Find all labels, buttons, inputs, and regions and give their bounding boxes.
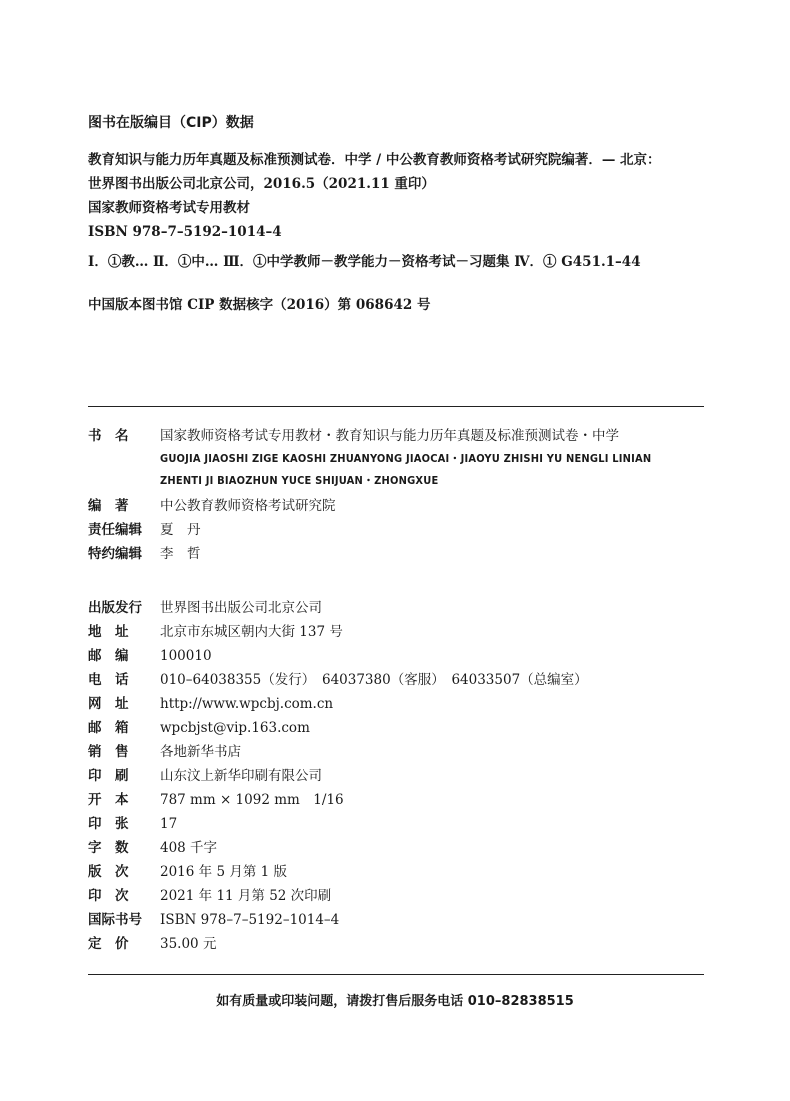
row-value: 408 千字: [160, 840, 218, 856]
cip-line: ISBN 978–7–5192–1014–4: [88, 224, 282, 240]
pub-row: [88, 692, 708, 716]
row-label: 责任编辑: [88, 522, 142, 538]
editor-value: 夏 丹: [160, 522, 201, 538]
bottom-divider: [88, 974, 704, 975]
row-label: 出版发行: [88, 600, 142, 616]
row-label: 印 刷: [88, 768, 129, 784]
book-info-block: [88, 424, 708, 566]
row-label: 版 次: [88, 864, 129, 880]
row-label: 网 址: [88, 696, 129, 712]
row-value: 010–64038355（发行） 64037380（客服） 64033507（总编室）: [160, 672, 588, 688]
cip-block: [88, 148, 728, 274]
pub-row: [88, 932, 708, 956]
row-value: 北京市东城区朝内大街 137 号: [160, 624, 343, 640]
row-label: 特约编辑: [88, 546, 142, 562]
row-label: 定 价: [88, 936, 129, 952]
pub-row: [88, 884, 708, 908]
row-value: 山东汶上新华印刷有限公司: [160, 768, 322, 784]
cip-line: 世界图书出版公司北京公司，2016.5（2021.11 重印）: [88, 176, 435, 192]
pub-row: [88, 908, 708, 932]
cip-line: 国家教师资格考试专用教材: [88, 200, 250, 216]
cip-title: 图书在版编目（CIP）数据: [88, 115, 254, 131]
top-divider: [88, 406, 704, 407]
row-label: 销 售: [88, 744, 129, 760]
cip-line: 教育知识与能力历年真题及标准预测试卷．中学 / 中公教育教师资格考试研究院编著．— 北京：: [88, 152, 661, 168]
book-title-row: [88, 424, 708, 492]
row-label: 编 著: [88, 498, 129, 514]
pub-row: [88, 860, 708, 884]
special-editor-value: 李 哲: [160, 546, 201, 562]
row-value: [160, 424, 651, 492]
row-value: 各地新华书店: [160, 744, 241, 760]
pub-row: [88, 620, 708, 644]
row-label: 邮 编: [88, 648, 129, 664]
pub-row: [88, 788, 708, 812]
row-value: 100010: [160, 648, 212, 664]
price-value: 35.00 元: [160, 936, 217, 952]
author-value: 中公教育教师资格考试研究院: [160, 498, 336, 514]
pub-row: [88, 836, 708, 860]
row-label: 书 名: [88, 428, 129, 444]
editor-row: [88, 518, 708, 542]
book-title-pinyin: GUOJIA JIAOSHI ZIGE KAOSHI ZHUANYONG JIAOCAI・JIAOYU ZHISHI YU NENGLI LINIAN: [160, 452, 652, 465]
row-label: 地 址: [88, 624, 129, 640]
row-value: 世界图书出版公司北京公司: [160, 600, 322, 616]
special-editor-row: [88, 542, 708, 566]
row-value: 787 mm × 1092 mm 1/16: [160, 792, 344, 808]
pub-row: [88, 716, 708, 740]
email-value: wpcbjst@vip.163.com: [160, 720, 310, 736]
pub-row: [88, 668, 708, 692]
row-label: 印 次: [88, 888, 129, 904]
cip-line: Ⅰ．①教… Ⅱ．①中… Ⅲ．①中学教师－教学能力－资格考试－习题集 Ⅳ．① G451.1–44: [88, 254, 641, 270]
cip-approval-number: 中国版本图书馆 CIP 数据核字（2016）第 068642 号: [88, 297, 431, 313]
row-label: 字 数: [88, 840, 129, 856]
row-label: 开 本: [88, 792, 129, 808]
row-label: 国际书号: [88, 912, 142, 928]
row-value: 17: [160, 816, 178, 832]
row-label: 印 张: [88, 816, 129, 832]
row-label: 邮 箱: [88, 720, 129, 736]
book-title: 国家教师资格考试专用教材・教育知识与能力历年真题及标准预测试卷・中学: [160, 428, 619, 444]
pub-row: [88, 644, 708, 668]
publication-info-block: [88, 596, 708, 956]
row-value: 2016 年 5 月第 1 版: [160, 864, 287, 880]
pub-row: [88, 740, 708, 764]
website-value: http://www.wpcbj.com.cn: [160, 696, 334, 712]
book-title-pinyin: ZHENTI JI BIAOZHUN YUCE SHIJUAN・ZHONGXUE: [160, 474, 439, 487]
pub-row: [88, 812, 708, 836]
author-row: [88, 494, 708, 518]
service-hotline-note: 如有质量或印装问题，请拨打售后服务电话 010–82838515: [216, 994, 574, 1009]
isbn-value: ISBN 978–7–5192–1014–4: [160, 912, 340, 928]
pub-row: [88, 764, 708, 788]
pub-row: [88, 596, 708, 620]
row-value: 2021 年 11 月第 52 次印刷: [160, 888, 332, 904]
row-label: 电 话: [88, 672, 129, 688]
